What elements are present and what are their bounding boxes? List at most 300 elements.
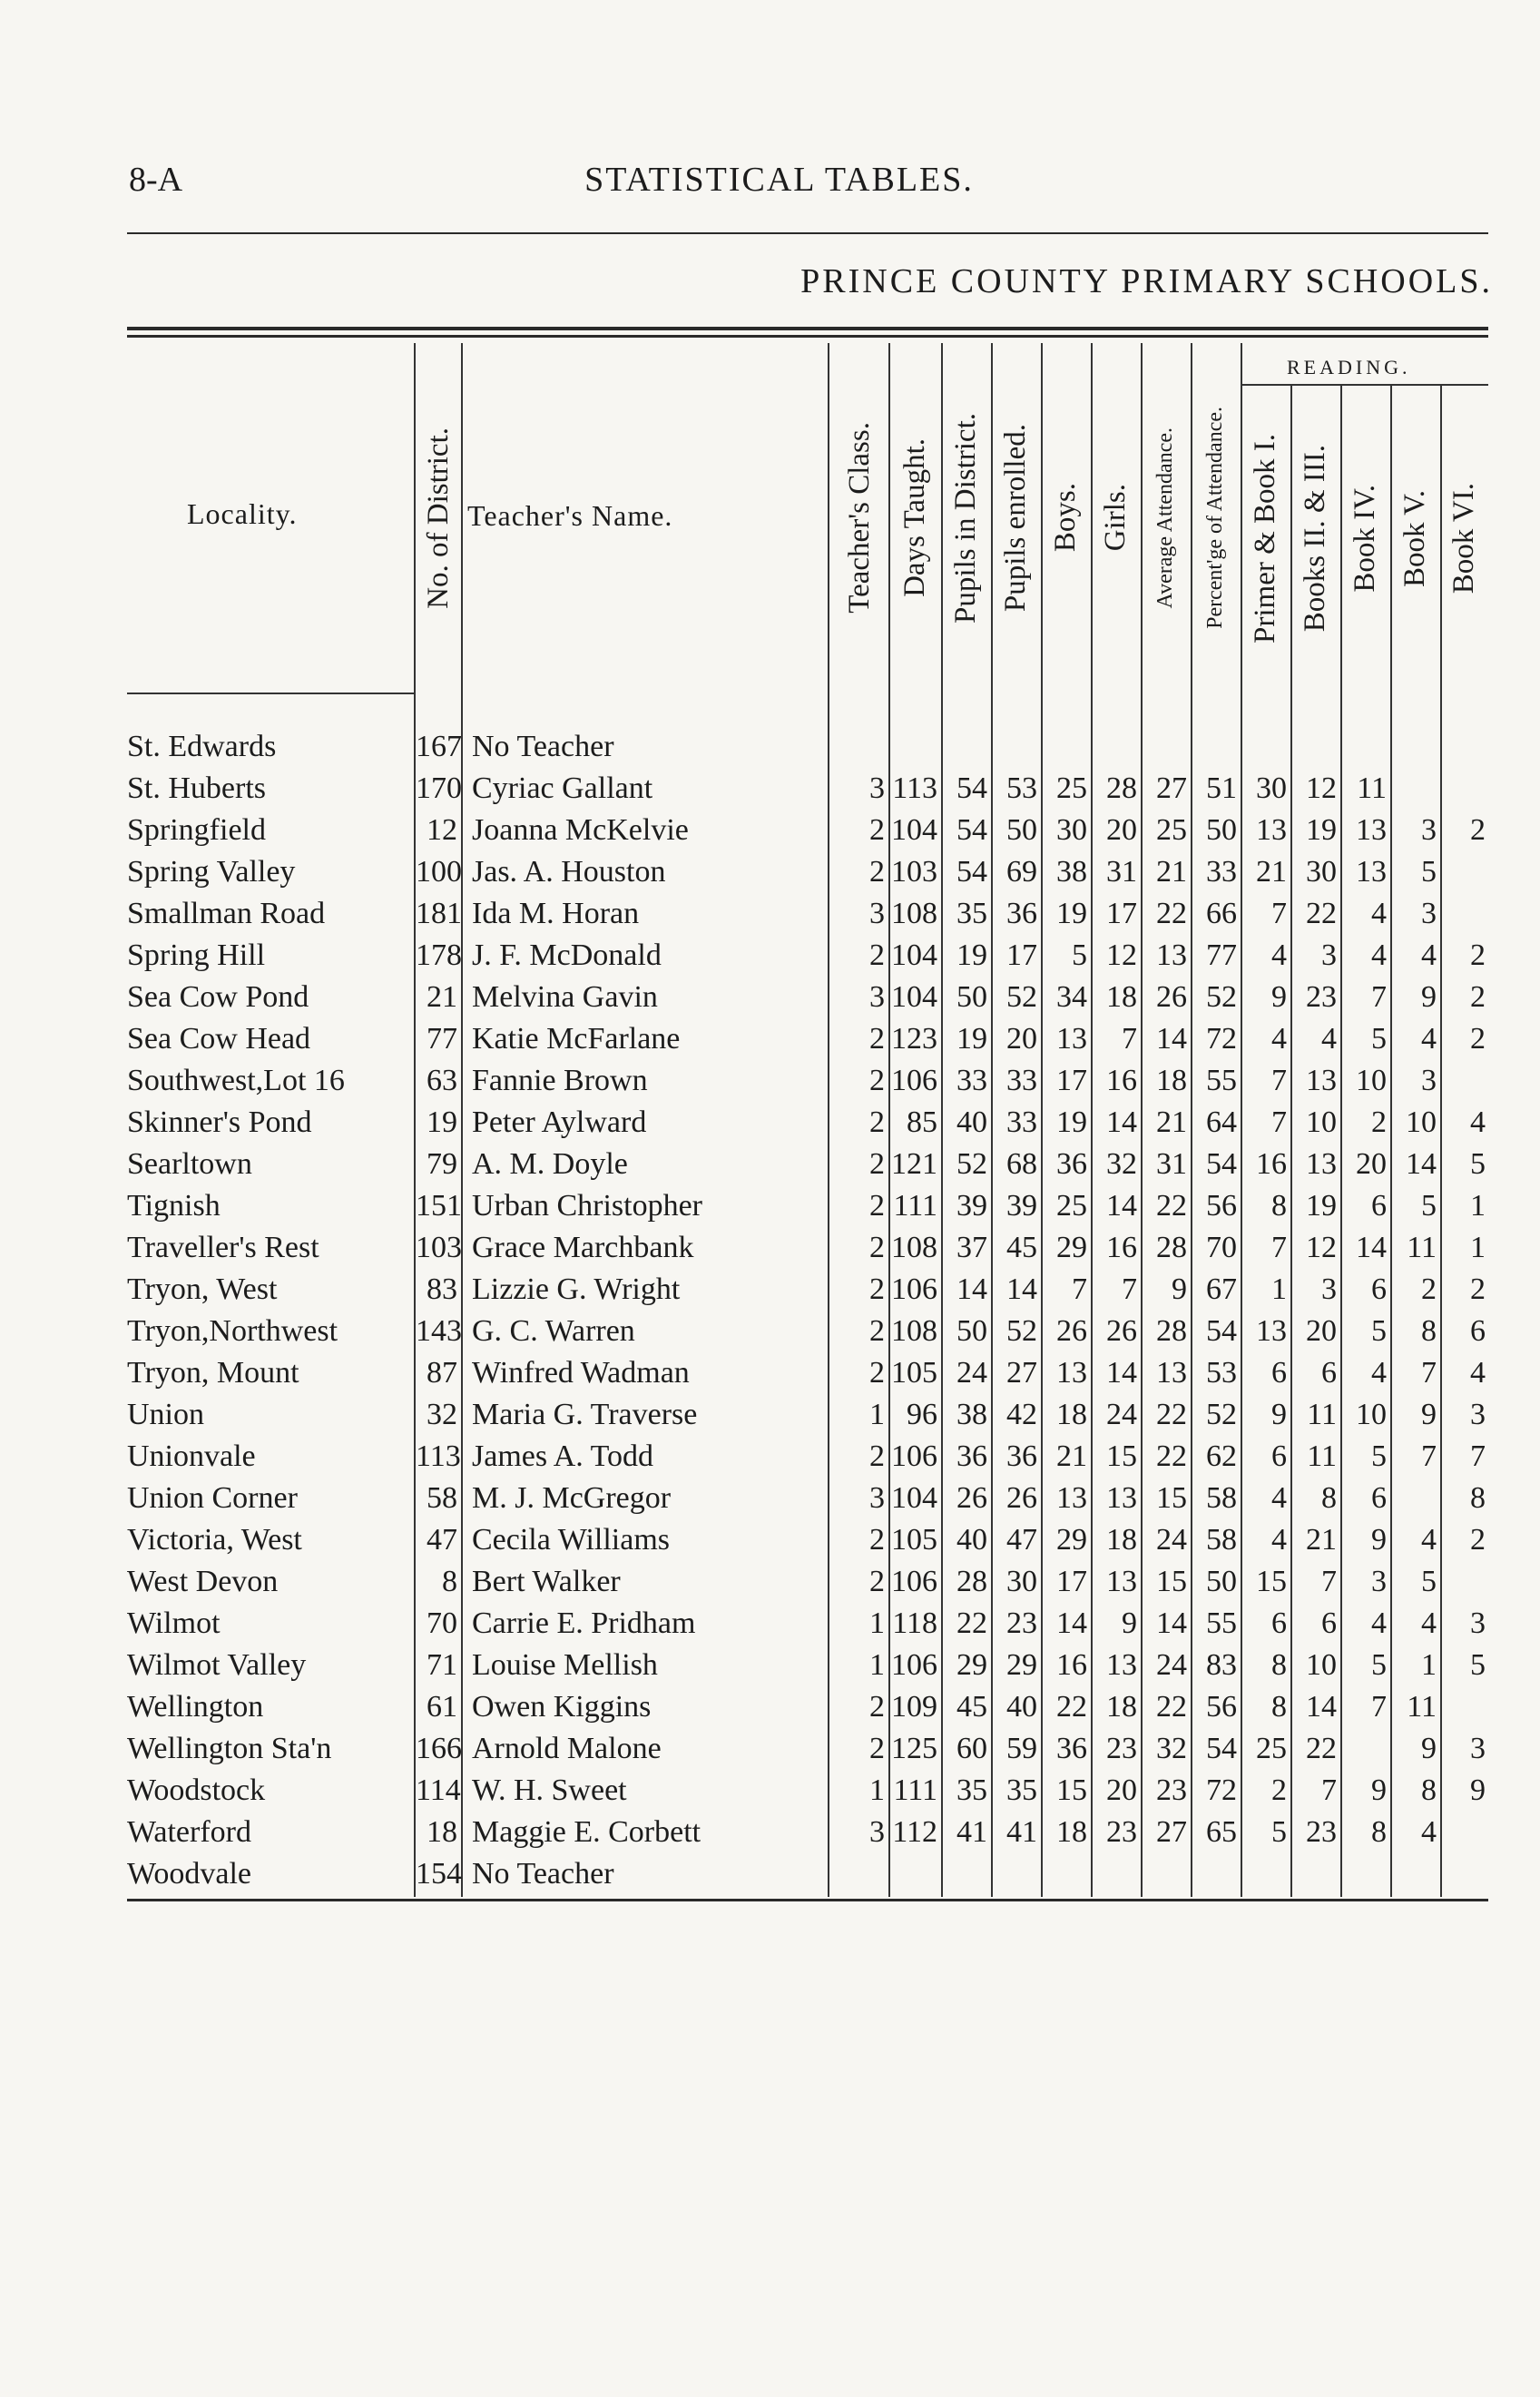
table-row bbox=[127, 726, 1488, 768]
cell-b6: 3 bbox=[1470, 1732, 1486, 1765]
cell-b1: 6 bbox=[1271, 1356, 1287, 1390]
cell-enr: 30 bbox=[1006, 1565, 1037, 1598]
cell-days: 105 bbox=[891, 1356, 937, 1390]
cell-avg: 22 bbox=[1156, 897, 1187, 930]
cell-locality: Sea Cow Head bbox=[127, 1022, 311, 1056]
cell-days: 105 bbox=[891, 1523, 937, 1557]
cell-cls: 2 bbox=[869, 1732, 885, 1765]
cell-girls: 16 bbox=[1106, 1064, 1137, 1097]
col-header-primer-text: Primer & Book I. bbox=[1249, 433, 1281, 643]
cell-pid: 35 bbox=[956, 1773, 987, 1807]
cell-girls: 32 bbox=[1106, 1147, 1137, 1181]
cell-b1: 30 bbox=[1256, 771, 1287, 805]
cell-days: 121 bbox=[891, 1147, 937, 1181]
cell-teacher: Urban Christopher bbox=[472, 1189, 703, 1223]
cell-b1: 7 bbox=[1271, 1064, 1287, 1097]
cell-district: 100 bbox=[416, 855, 462, 889]
cell-boys: 14 bbox=[1056, 1606, 1087, 1640]
cell-boys: 16 bbox=[1056, 1648, 1087, 1682]
cell-cls: 1 bbox=[869, 1398, 885, 1431]
cell-boys: 13 bbox=[1056, 1481, 1087, 1515]
col-header-avg-attendance bbox=[1141, 343, 1191, 693]
col-header-boys bbox=[1041, 343, 1091, 693]
page-number: 8-A bbox=[129, 161, 183, 199]
cell-days: 108 bbox=[891, 1314, 937, 1348]
cell-boys: 25 bbox=[1056, 1189, 1087, 1223]
cell-b4: 10 bbox=[1356, 1064, 1387, 1097]
cell-teacher: James A. Todd bbox=[472, 1439, 654, 1473]
cell-girls: 15 bbox=[1106, 1439, 1137, 1473]
cell-b23: 3 bbox=[1321, 938, 1337, 972]
table-row bbox=[127, 1728, 1488, 1770]
cell-boys: 21 bbox=[1056, 1439, 1087, 1473]
cell-girls: 9 bbox=[1122, 1606, 1137, 1640]
cell-b4: 13 bbox=[1356, 855, 1387, 889]
cell-pid: 40 bbox=[956, 1105, 987, 1139]
cell-b6 bbox=[1440, 1060, 1486, 1102]
cell-district: 166 bbox=[416, 1732, 462, 1765]
cell-teacher: Bert Walker bbox=[472, 1565, 621, 1598]
cell-boys: 15 bbox=[1056, 1773, 1087, 1807]
cell-pid: 33 bbox=[956, 1064, 987, 1097]
cell-days: 109 bbox=[891, 1690, 937, 1724]
cell-girls: 18 bbox=[1106, 1690, 1137, 1724]
cell-cls: 3 bbox=[869, 897, 885, 930]
cell-pct: 70 bbox=[1206, 1231, 1237, 1264]
cell-pid: 35 bbox=[956, 897, 987, 930]
cell-teacher: G. C. Warren bbox=[472, 1314, 635, 1348]
col-header-book-5-text: Book V. bbox=[1398, 489, 1431, 587]
col-header-teacher-class-text: Teacher's Class. bbox=[842, 422, 876, 614]
table-row bbox=[127, 1770, 1488, 1812]
cell-locality: Smallman Road bbox=[127, 897, 326, 930]
cell-b5: 2 bbox=[1421, 1272, 1437, 1306]
cell-locality: Unionvale bbox=[127, 1439, 256, 1473]
cell-b1 bbox=[1241, 1853, 1287, 1895]
table-row bbox=[127, 1812, 1488, 1853]
cell-b6 bbox=[1440, 851, 1486, 893]
cell-district: 77 bbox=[427, 1022, 457, 1056]
col-header-primer bbox=[1241, 384, 1290, 693]
cell-locality: Southwest,Lot 16 bbox=[127, 1064, 345, 1097]
cell-enr: 59 bbox=[1006, 1732, 1037, 1765]
cell-b5: 4 bbox=[1421, 1815, 1437, 1849]
cell-district: 71 bbox=[427, 1648, 457, 1682]
cell-teacher: Grace Marchbank bbox=[472, 1231, 694, 1264]
cell-b4: 7 bbox=[1371, 980, 1387, 1014]
cell-b23: 22 bbox=[1306, 1732, 1337, 1765]
cell-b1: 4 bbox=[1271, 1523, 1287, 1557]
cell-b6: 1 bbox=[1470, 1189, 1486, 1223]
cell-b23: 11 bbox=[1307, 1439, 1337, 1473]
cell-cls: 2 bbox=[869, 1231, 885, 1264]
cell-boys: 29 bbox=[1056, 1231, 1087, 1264]
cell-pct: 52 bbox=[1206, 980, 1237, 1014]
cell-boys bbox=[1041, 726, 1087, 768]
cell-cls: 3 bbox=[869, 771, 885, 805]
col-header-pct-attendance-text: Percent'ge of Attendance. bbox=[1203, 407, 1227, 629]
cell-b5: 5 bbox=[1421, 855, 1437, 889]
cell-pct bbox=[1191, 1853, 1237, 1895]
cell-pct: 58 bbox=[1206, 1481, 1237, 1515]
cell-teacher: Maggie E. Corbett bbox=[472, 1815, 701, 1849]
cell-b5: 11 bbox=[1407, 1231, 1437, 1264]
table-row bbox=[127, 1478, 1488, 1519]
cell-teacher: Carrie E. Pridham bbox=[472, 1606, 696, 1640]
cell-locality: Waterford bbox=[127, 1815, 251, 1849]
cell-b1: 21 bbox=[1256, 855, 1287, 889]
cell-locality: Woodvale bbox=[127, 1857, 251, 1891]
cell-b6: 4 bbox=[1470, 1356, 1486, 1390]
table-row bbox=[127, 1269, 1488, 1311]
cell-avg: 22 bbox=[1156, 1398, 1187, 1431]
cell-cls: 2 bbox=[869, 938, 885, 972]
cell-pct: 77 bbox=[1206, 938, 1237, 972]
cell-days: 104 bbox=[891, 980, 937, 1014]
cell-pid: 52 bbox=[956, 1147, 987, 1181]
cell-b6: 2 bbox=[1470, 813, 1486, 847]
cell-district: 8 bbox=[442, 1565, 457, 1598]
cell-district: 87 bbox=[427, 1356, 457, 1390]
cell-days: 106 bbox=[891, 1648, 937, 1682]
cell-days: 111 bbox=[893, 1773, 937, 1807]
cell-cls: 2 bbox=[869, 1356, 885, 1390]
cell-pct: 72 bbox=[1206, 1022, 1237, 1056]
cell-avg: 26 bbox=[1156, 980, 1187, 1014]
cell-b5: 10 bbox=[1406, 1105, 1437, 1139]
cell-b4: 4 bbox=[1371, 938, 1387, 972]
cell-b23: 23 bbox=[1306, 980, 1337, 1014]
cell-enr: 29 bbox=[1006, 1648, 1037, 1682]
cell-locality: Union Corner bbox=[127, 1481, 298, 1515]
cell-teacher: M. J. McGregor bbox=[472, 1481, 672, 1515]
col-header-books-2-3 bbox=[1290, 384, 1340, 693]
cell-avg: 24 bbox=[1156, 1648, 1187, 1682]
col-header-book-4 bbox=[1340, 384, 1390, 693]
cell-cls: 2 bbox=[869, 1022, 885, 1056]
cell-b6: 2 bbox=[1470, 1523, 1486, 1557]
cell-cls: 1 bbox=[869, 1648, 885, 1682]
cell-enr: 20 bbox=[1006, 1022, 1037, 1056]
table-row bbox=[127, 1561, 1488, 1603]
cell-girls: 24 bbox=[1106, 1398, 1137, 1431]
cell-days: 108 bbox=[891, 1231, 937, 1264]
cell-teacher: Winfred Wadman bbox=[472, 1356, 690, 1390]
running-title: STATISTICAL TABLES. bbox=[584, 161, 974, 199]
cell-b23: 13 bbox=[1306, 1064, 1337, 1097]
cell-teacher: Katie McFarlane bbox=[472, 1022, 681, 1056]
cell-locality: Tignish bbox=[127, 1189, 221, 1223]
cell-cls: 2 bbox=[869, 855, 885, 889]
cell-cls: 2 bbox=[869, 1064, 885, 1097]
cell-teacher: Jas. A. Houston bbox=[472, 855, 666, 889]
cell-boys: 34 bbox=[1056, 980, 1087, 1014]
table-row bbox=[127, 1394, 1488, 1436]
col-header-books-2-3-text: Books II. & III. bbox=[1299, 444, 1331, 633]
cell-pct: 33 bbox=[1206, 855, 1237, 889]
cell-avg: 25 bbox=[1156, 813, 1187, 847]
cell-district: 181 bbox=[416, 897, 462, 930]
cell-b1: 7 bbox=[1271, 897, 1287, 930]
cell-enr: 23 bbox=[1006, 1606, 1037, 1640]
cell-days: 85 bbox=[907, 1105, 937, 1139]
col-header-girls bbox=[1091, 343, 1141, 693]
cell-b23: 6 bbox=[1321, 1356, 1337, 1390]
cell-b1: 25 bbox=[1256, 1732, 1287, 1765]
cell-teacher: Cecila Williams bbox=[472, 1523, 671, 1557]
cell-girls: 31 bbox=[1106, 855, 1137, 889]
cell-pct: 56 bbox=[1206, 1690, 1237, 1724]
cell-b5: 8 bbox=[1421, 1314, 1437, 1348]
cell-b23: 12 bbox=[1306, 1231, 1337, 1264]
cell-b6: 5 bbox=[1470, 1648, 1486, 1682]
header-double-rule-bottom bbox=[127, 335, 1488, 338]
cell-boys: 26 bbox=[1056, 1314, 1087, 1348]
cell-district: 61 bbox=[427, 1690, 457, 1724]
cell-b4: 20 bbox=[1356, 1147, 1387, 1181]
cell-district: 58 bbox=[427, 1481, 457, 1515]
cell-b5: 4 bbox=[1421, 1022, 1437, 1056]
cell-avg: 28 bbox=[1156, 1314, 1187, 1348]
cell-pct: 54 bbox=[1206, 1147, 1237, 1181]
cell-days: 112 bbox=[892, 1815, 937, 1849]
cell-locality: Tryon, Mount bbox=[127, 1356, 299, 1390]
cell-pct: 52 bbox=[1206, 1398, 1237, 1431]
cell-locality: Traveller's Rest bbox=[127, 1231, 319, 1264]
cell-cls: 3 bbox=[869, 1815, 885, 1849]
cell-b4: 6 bbox=[1371, 1481, 1387, 1515]
cell-avg: 13 bbox=[1156, 1356, 1187, 1390]
cell-girls: 23 bbox=[1106, 1732, 1137, 1765]
cell-b5: 3 bbox=[1421, 897, 1437, 930]
cell-days: 103 bbox=[891, 855, 937, 889]
cell-b1: 8 bbox=[1271, 1648, 1287, 1682]
cell-b6: 2 bbox=[1470, 980, 1486, 1014]
cell-locality: St. Huberts bbox=[127, 771, 266, 805]
cell-pct: 67 bbox=[1206, 1272, 1237, 1306]
cell-pct: 55 bbox=[1206, 1064, 1237, 1097]
cell-b1: 1 bbox=[1271, 1272, 1287, 1306]
cell-b5 bbox=[1390, 1853, 1437, 1895]
cell-b23: 14 bbox=[1306, 1690, 1337, 1724]
cell-pid: 28 bbox=[956, 1565, 987, 1598]
cell-avg: 27 bbox=[1156, 1815, 1187, 1849]
cell-teacher: Ida M. Horan bbox=[472, 897, 640, 930]
cell-pid: 29 bbox=[956, 1648, 987, 1682]
cell-enr: 17 bbox=[1006, 938, 1037, 972]
cell-enr bbox=[991, 726, 1037, 768]
cell-district: 32 bbox=[427, 1398, 457, 1431]
cell-b1: 7 bbox=[1271, 1105, 1287, 1139]
cell-b1: 8 bbox=[1271, 1189, 1287, 1223]
cell-b4: 5 bbox=[1371, 1314, 1387, 1348]
table-bottom-rule bbox=[127, 1899, 1488, 1901]
cell-pid: 22 bbox=[956, 1606, 987, 1640]
cell-locality: Victoria, West bbox=[127, 1523, 302, 1557]
cell-teacher: Fannie Brown bbox=[472, 1064, 648, 1097]
cell-enr: 47 bbox=[1006, 1523, 1037, 1557]
col-header-district bbox=[416, 343, 461, 693]
cell-pid: 14 bbox=[956, 1272, 987, 1306]
cell-avg: 31 bbox=[1156, 1147, 1187, 1181]
cell-b1: 16 bbox=[1256, 1147, 1287, 1181]
cell-district: 19 bbox=[427, 1105, 457, 1139]
cell-pid: 41 bbox=[956, 1815, 987, 1849]
cell-b6: 2 bbox=[1470, 1272, 1486, 1306]
cell-b5: 9 bbox=[1421, 1732, 1437, 1765]
cell-b23: 11 bbox=[1307, 1398, 1337, 1431]
cell-b1 bbox=[1241, 726, 1287, 768]
cell-locality: Spring Valley bbox=[127, 855, 296, 889]
cell-teacher: Louise Mellish bbox=[472, 1648, 658, 1682]
table-subtitle: PRINCE COUNTY PRIMARY SCHOOLS. bbox=[800, 262, 1493, 300]
cell-days: 106 bbox=[891, 1064, 937, 1097]
cell-enr: 26 bbox=[1006, 1481, 1037, 1515]
cell-b5: 3 bbox=[1421, 813, 1437, 847]
cell-teacher: No Teacher bbox=[472, 1857, 614, 1891]
cell-b4: 14 bbox=[1356, 1231, 1387, 1264]
cell-locality: Woodstock bbox=[127, 1773, 266, 1807]
cell-b5: 5 bbox=[1421, 1565, 1437, 1598]
cell-b1: 4 bbox=[1271, 938, 1287, 972]
cell-b23: 6 bbox=[1321, 1606, 1337, 1640]
table-row bbox=[127, 851, 1488, 893]
cell-girls: 20 bbox=[1106, 1773, 1137, 1807]
cell-b1: 9 bbox=[1271, 1398, 1287, 1431]
cell-b5: 5 bbox=[1421, 1189, 1437, 1223]
cell-pid bbox=[941, 726, 987, 768]
cell-b4 bbox=[1340, 1728, 1387, 1770]
cell-days: 108 bbox=[891, 897, 937, 930]
cell-locality: Union bbox=[127, 1398, 204, 1431]
cell-district: 12 bbox=[427, 813, 457, 847]
cell-days: 104 bbox=[891, 938, 937, 972]
cell-avg: 13 bbox=[1156, 938, 1187, 972]
cell-teacher: Peter Aylward bbox=[472, 1105, 647, 1139]
reading-group-rule bbox=[1241, 384, 1488, 386]
cell-enr: 50 bbox=[1006, 813, 1037, 847]
cell-locality: Spring Hill bbox=[127, 938, 266, 972]
cell-locality: Skinner's Pond bbox=[127, 1105, 312, 1139]
cell-b4: 8 bbox=[1371, 1815, 1387, 1849]
col-header-boys-text: Boys. bbox=[1049, 483, 1082, 553]
col-header-locality-text: Locality. bbox=[187, 497, 298, 530]
cell-boys: 13 bbox=[1056, 1356, 1087, 1390]
col-header-district-text: No. of District. bbox=[421, 427, 455, 609]
cell-b6: 1 bbox=[1470, 1231, 1486, 1264]
cell-b23: 20 bbox=[1306, 1314, 1337, 1348]
cell-b6 bbox=[1440, 1561, 1486, 1603]
cell-boys: 18 bbox=[1056, 1815, 1087, 1849]
cell-girls bbox=[1091, 1853, 1137, 1895]
table-row bbox=[127, 1352, 1488, 1394]
cell-b6: 8 bbox=[1470, 1481, 1486, 1515]
cell-enr bbox=[991, 1853, 1037, 1895]
cell-b5: 4 bbox=[1421, 1523, 1437, 1557]
cell-girls: 17 bbox=[1106, 897, 1137, 930]
cell-b4: 5 bbox=[1371, 1439, 1387, 1473]
cell-b1: 4 bbox=[1271, 1481, 1287, 1515]
cell-boys bbox=[1041, 1853, 1087, 1895]
cell-b23: 4 bbox=[1321, 1022, 1337, 1056]
cell-days: 104 bbox=[891, 1481, 937, 1515]
cell-b23: 13 bbox=[1306, 1147, 1337, 1181]
cell-b5: 7 bbox=[1421, 1439, 1437, 1473]
cell-cls: 1 bbox=[869, 1606, 885, 1640]
cell-b23: 10 bbox=[1306, 1105, 1337, 1139]
cell-enr: 53 bbox=[1006, 771, 1037, 805]
cell-cls: 3 bbox=[869, 1481, 885, 1515]
cell-avg: 22 bbox=[1156, 1439, 1187, 1473]
cell-pct: 55 bbox=[1206, 1606, 1237, 1640]
cell-girls: 28 bbox=[1106, 771, 1137, 805]
cell-b5: 8 bbox=[1421, 1773, 1437, 1807]
cell-b4: 5 bbox=[1371, 1648, 1387, 1682]
col-header-days-taught bbox=[888, 343, 941, 693]
cell-pct: 62 bbox=[1206, 1439, 1237, 1473]
cell-enr: 27 bbox=[1006, 1356, 1037, 1390]
cell-avg bbox=[1141, 726, 1187, 768]
cell-pid: 24 bbox=[956, 1356, 987, 1390]
cell-b23: 30 bbox=[1306, 855, 1337, 889]
col-group-reading: READING. bbox=[1287, 356, 1411, 378]
cell-b5: 9 bbox=[1421, 1398, 1437, 1431]
cell-b23 bbox=[1290, 1853, 1337, 1895]
cell-pid: 36 bbox=[956, 1439, 987, 1473]
cell-girls: 7 bbox=[1122, 1022, 1137, 1056]
cell-b1: 6 bbox=[1271, 1439, 1287, 1473]
cell-pct: 72 bbox=[1206, 1773, 1237, 1807]
table-row bbox=[127, 1227, 1488, 1269]
cell-enr: 33 bbox=[1006, 1105, 1037, 1139]
cell-b23: 10 bbox=[1306, 1648, 1337, 1682]
cell-cls: 2 bbox=[869, 1314, 885, 1348]
col-header-pupils-enrolled bbox=[991, 343, 1041, 693]
cell-b23: 3 bbox=[1321, 1272, 1337, 1306]
cell-b4: 9 bbox=[1371, 1523, 1387, 1557]
cell-teacher: Joanna McKelvie bbox=[472, 813, 689, 847]
col-header-avg-attendance-text: Average Attendance. bbox=[1153, 427, 1177, 609]
cell-days: 96 bbox=[907, 1398, 937, 1431]
cell-boys: 30 bbox=[1056, 813, 1087, 847]
cell-girls: 13 bbox=[1106, 1481, 1137, 1515]
cell-girls: 18 bbox=[1106, 1523, 1137, 1557]
cell-district: 18 bbox=[427, 1815, 457, 1849]
cell-avg: 14 bbox=[1156, 1606, 1187, 1640]
cell-b1: 15 bbox=[1256, 1565, 1287, 1598]
cell-avg: 22 bbox=[1156, 1690, 1187, 1724]
cell-pct: 58 bbox=[1206, 1523, 1237, 1557]
col-header-book-6-text: Book VI. bbox=[1447, 482, 1480, 594]
cell-avg: 22 bbox=[1156, 1189, 1187, 1223]
cell-teacher: A. M. Doyle bbox=[472, 1147, 628, 1181]
col-header-locality bbox=[187, 497, 298, 531]
cell-b6: 4 bbox=[1470, 1105, 1486, 1139]
cell-teacher: J. F. McDonald bbox=[472, 938, 662, 972]
cell-cls: 2 bbox=[869, 1690, 885, 1724]
cell-district: 47 bbox=[427, 1523, 457, 1557]
cell-girls: 20 bbox=[1106, 813, 1137, 847]
cell-locality: Wellington bbox=[127, 1690, 264, 1724]
cell-enr: 36 bbox=[1006, 897, 1037, 930]
cell-teacher: Maria G. Traverse bbox=[472, 1398, 698, 1431]
cell-boys: 13 bbox=[1056, 1022, 1087, 1056]
cell-b4: 3 bbox=[1371, 1565, 1387, 1598]
cell-b23: 8 bbox=[1321, 1481, 1337, 1515]
cell-days bbox=[888, 1853, 937, 1895]
cell-boys: 19 bbox=[1056, 897, 1087, 930]
cell-pct: 51 bbox=[1206, 771, 1237, 805]
